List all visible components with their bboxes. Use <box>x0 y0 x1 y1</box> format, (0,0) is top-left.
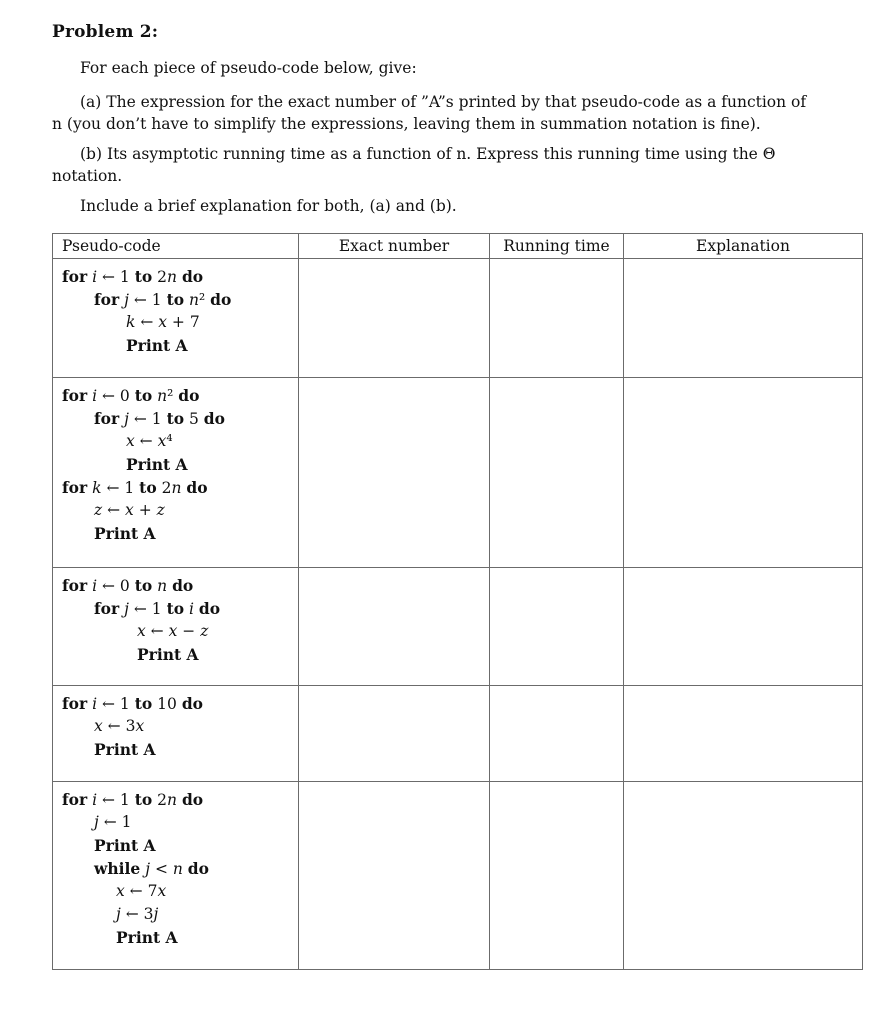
header-pseudo-code: Pseudo-code <box>53 234 299 259</box>
code-line: Print A <box>126 455 188 474</box>
running-time-cell[interactable] <box>490 378 624 568</box>
running-time-cell[interactable] <box>490 782 624 970</box>
table-row <box>53 378 863 568</box>
code-line: Print A <box>137 645 199 664</box>
running-time-cell[interactable] <box>490 259 624 378</box>
code-line: x ← 3x <box>94 717 145 735</box>
code-line: for i ← 1 to 2n do <box>62 790 204 809</box>
code-line: x ← x − z <box>137 622 209 640</box>
part-b-text: (b) Its asymptotic running time as a function of n. Express this running time using the Θ notation. <box>52 145 776 185</box>
explanation-cell[interactable] <box>624 568 863 686</box>
code-line: for j ← 1 to n² do <box>94 290 232 309</box>
problem-title: Problem 2: <box>52 22 159 42</box>
header-explanation: Explanation <box>624 234 863 259</box>
exact-number-cell[interactable] <box>299 782 490 970</box>
header-exact-number: Exact number <box>299 234 490 259</box>
explanation-cell[interactable] <box>624 259 863 378</box>
exact-number-cell[interactable] <box>299 259 490 378</box>
code-line: k ← x + 7 <box>126 313 200 331</box>
exact-number-cell[interactable] <box>299 378 490 568</box>
code-line: Print A <box>94 740 156 759</box>
code-line: Print A <box>94 524 156 543</box>
table-row <box>53 782 863 970</box>
part-a-text: (a) The expression for the exact number of ”A”s printed by that pseudo-code as a function of n (you don’t have to simplify the expressions, leaving them in summation notation is fine). <box>52 93 807 133</box>
explanation-cell[interactable] <box>624 782 863 970</box>
explanation-cell[interactable] <box>624 686 863 782</box>
pseudo-code-cell <box>53 378 299 568</box>
code-line: for i ← 0 to n do <box>62 576 194 595</box>
running-time-cell[interactable] <box>490 568 624 686</box>
code-line: while j < n do <box>94 859 209 878</box>
code-line: for i ← 1 to 10 do <box>62 694 203 713</box>
table-row <box>53 568 863 686</box>
code-line: Print A <box>116 928 178 947</box>
exact-number-cell[interactable] <box>299 686 490 782</box>
code-line: for i ← 0 to n² do <box>62 386 200 405</box>
code-line: for i ← 1 to 2n do <box>62 267 204 286</box>
code-line: for j ← 1 to i do <box>94 599 221 618</box>
header-running-time: Running time <box>490 234 624 259</box>
code-line: z ← x + z <box>94 501 165 519</box>
code-line: Print A <box>126 336 188 355</box>
code-line: for j ← 1 to 5 do <box>94 409 225 428</box>
explanation-cell[interactable] <box>624 378 863 568</box>
code-line: x ← x⁴ <box>126 432 173 450</box>
pseudo-code-cell <box>53 568 299 686</box>
running-time-cell[interactable] <box>490 686 624 782</box>
code-line: Print A <box>94 836 156 855</box>
pseudo-code-cell <box>53 782 299 970</box>
include-note: Include a brief explanation for both, (a) and (b). <box>80 197 457 215</box>
exact-number-cell[interactable] <box>299 568 490 686</box>
code-line: x ← 7x <box>116 882 167 900</box>
code-line: j ← 3j <box>116 905 159 923</box>
table-row <box>53 259 863 378</box>
code-line: for k ← 1 to 2n do <box>62 478 208 497</box>
pseudo-code-cell <box>53 259 299 378</box>
table-row <box>53 686 863 782</box>
pseudo-code-cell <box>53 686 299 782</box>
pseudo-code-table <box>52 233 863 970</box>
code-line: j ← 1 <box>94 813 132 831</box>
intro-text: For each piece of pseudo-code below, give: <box>80 59 417 77</box>
table-header-row <box>53 234 863 259</box>
